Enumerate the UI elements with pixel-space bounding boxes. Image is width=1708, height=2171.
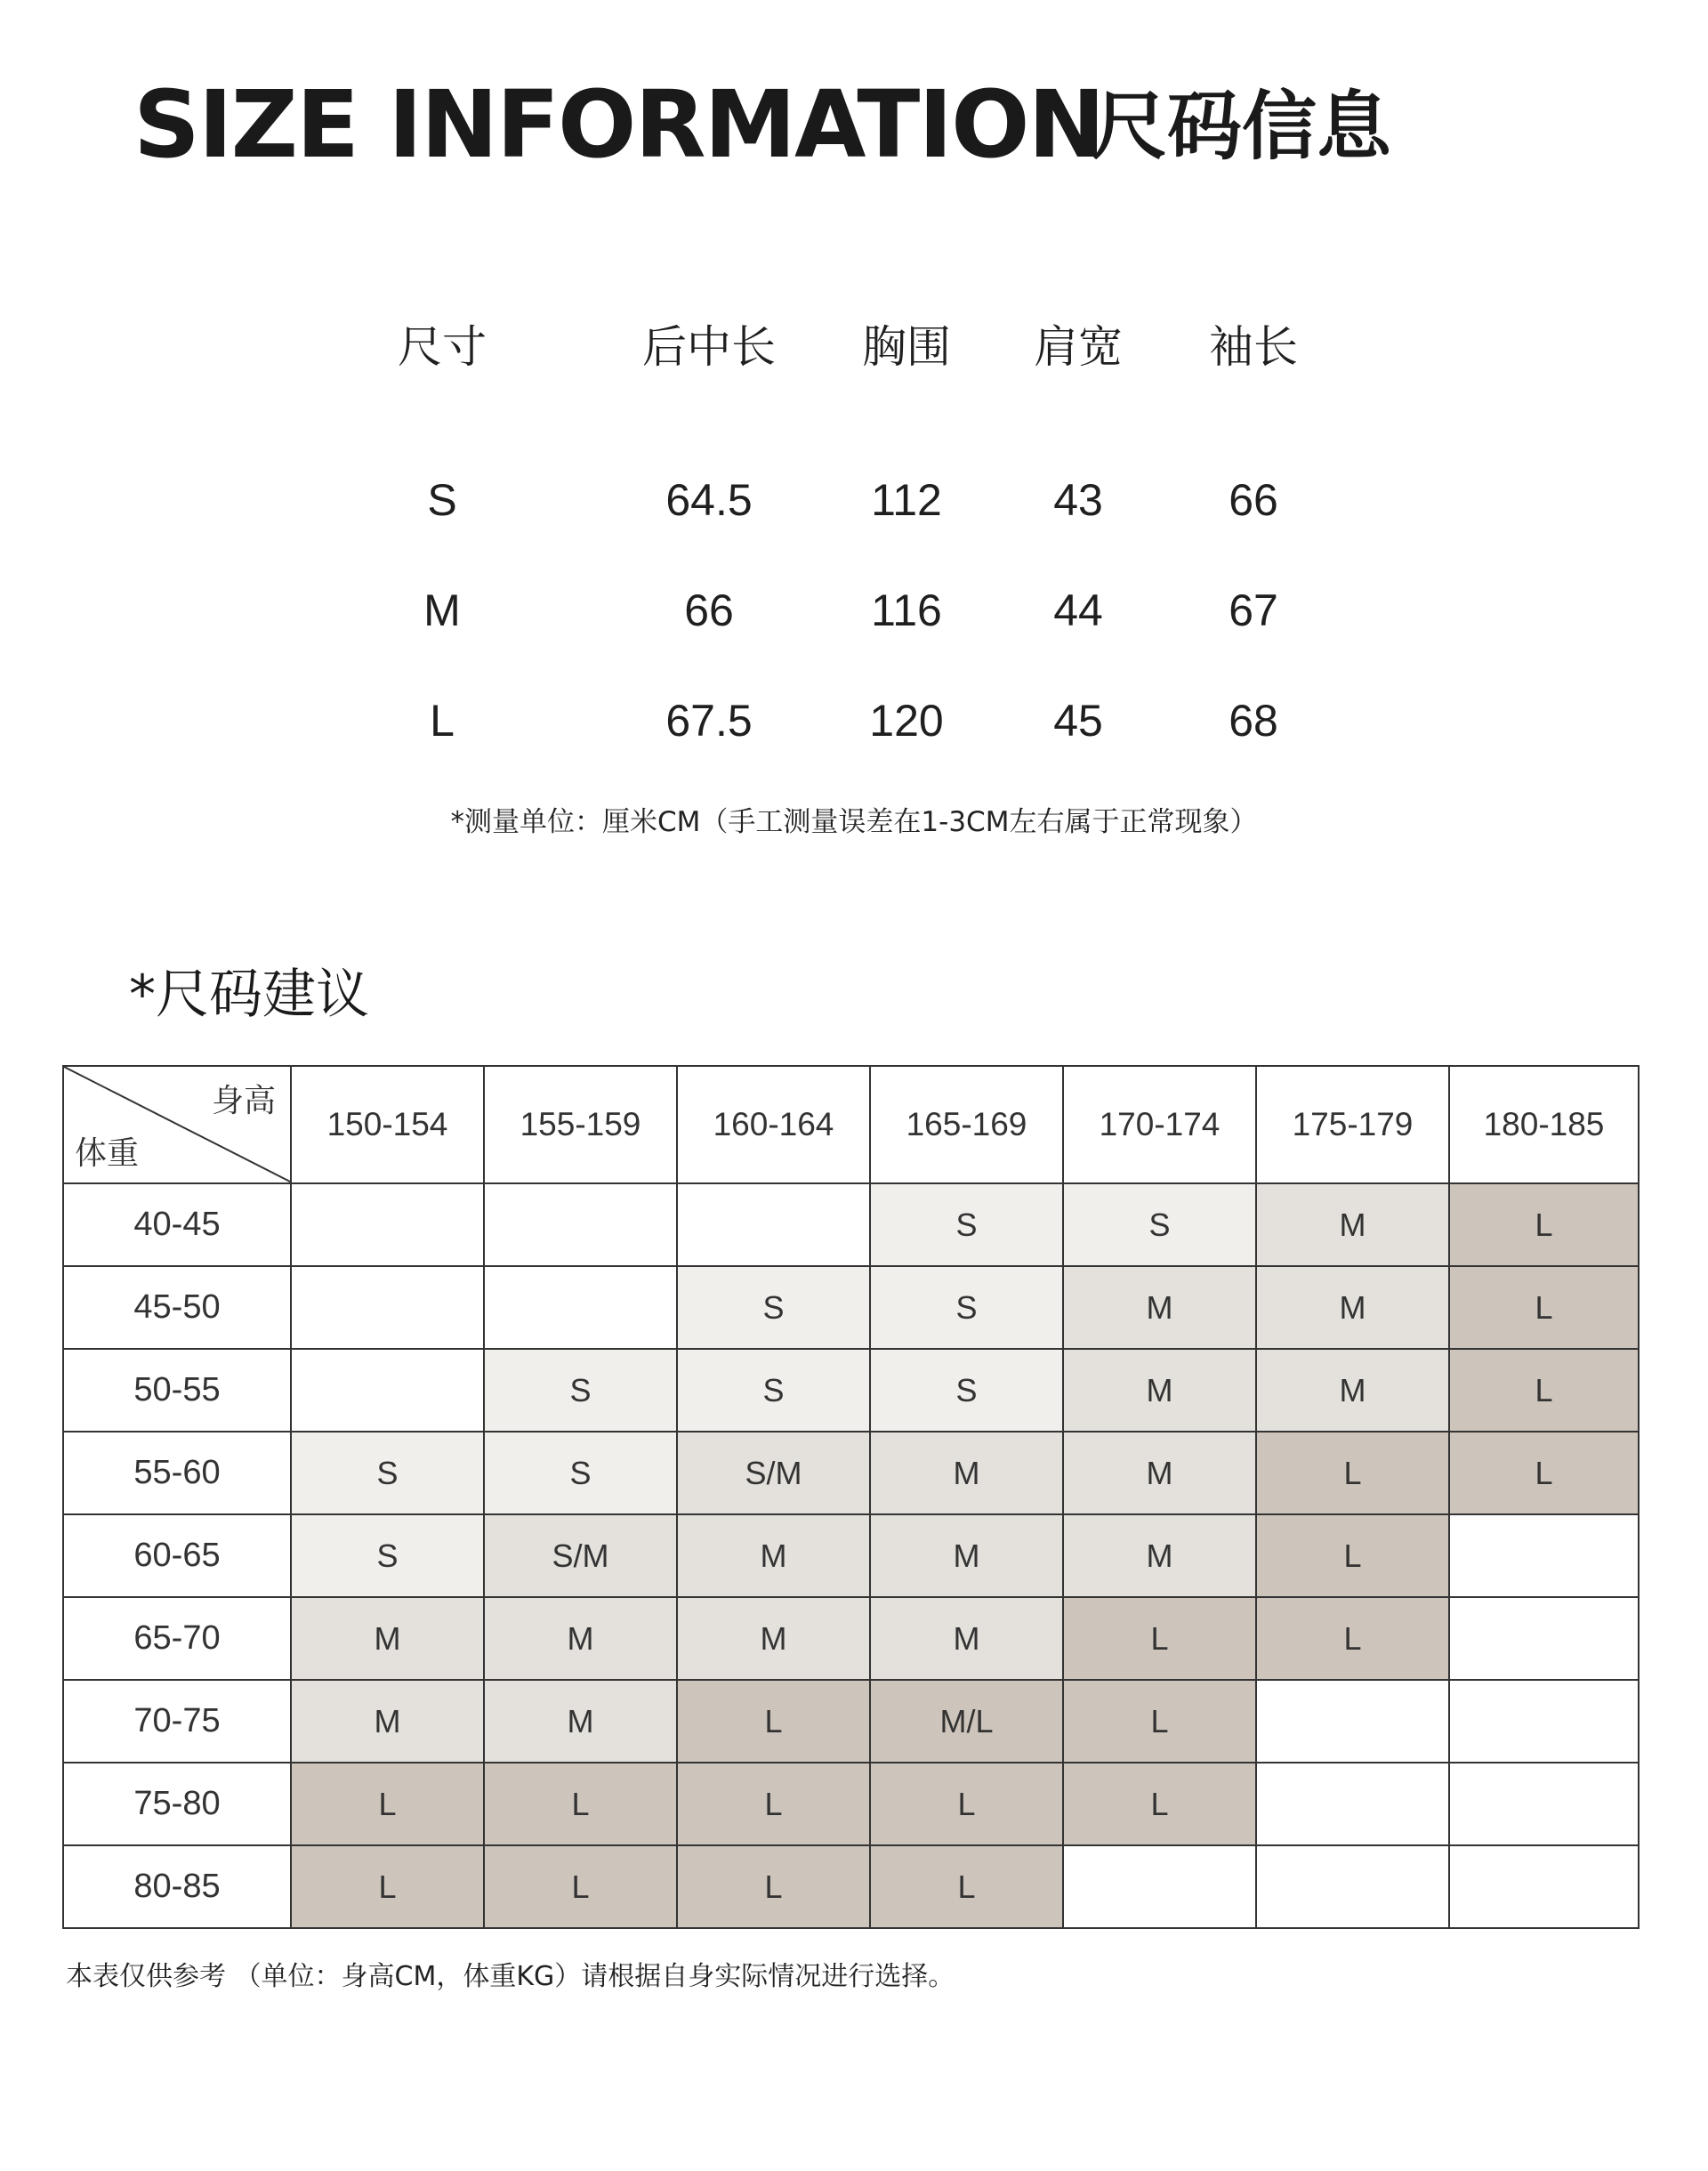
page-title-chinese: 尺码信息 <box>1092 83 1392 170</box>
height-range-header: 155-159 <box>484 1066 677 1183</box>
size-recommendation-cell: L <box>1063 1597 1256 1680</box>
page-title-english: SIZE INFORMATION <box>133 70 1104 179</box>
height-range-header: 180-185 <box>1449 1066 1639 1183</box>
weight-range-cell: 65-70 <box>63 1597 291 1680</box>
back-length-cell: 64.5 <box>665 475 753 525</box>
size-recommendation-cell: S <box>291 1432 484 1514</box>
empty-cell <box>1449 1597 1639 1680</box>
column-header-size: 尺寸 <box>398 322 487 372</box>
size-cell: S <box>427 475 457 525</box>
size-recommendation-cell: M <box>1256 1266 1449 1349</box>
chest-cell: 116 <box>871 585 942 635</box>
size-recommendation-cell: M <box>291 1680 484 1763</box>
table-row <box>63 1266 1639 1349</box>
empty-cell <box>1449 1680 1639 1763</box>
size-recommendation-cell: S <box>291 1514 484 1597</box>
weight-range-cell: 40-45 <box>63 1183 291 1266</box>
empty-cell <box>677 1183 870 1266</box>
size-recommendation-cell: L <box>677 1845 870 1928</box>
size-recommendation-cell: M <box>484 1597 677 1680</box>
size-recommendation-cell: S/M <box>677 1432 870 1514</box>
size-recommendation-cell: L <box>1449 1432 1639 1514</box>
recommendation-title: *尺码建议 <box>129 964 369 1026</box>
size-recommendation-cell: M <box>1063 1514 1256 1597</box>
empty-cell <box>1063 1845 1256 1928</box>
size-recommendation-cell: L <box>677 1763 870 1845</box>
weight-axis-label: 体重 <box>75 1134 140 1171</box>
weight-range-cell: 50-55 <box>63 1349 291 1432</box>
table-row <box>63 1432 1639 1514</box>
chest-cell: 120 <box>869 696 944 746</box>
empty-cell <box>1449 1763 1639 1845</box>
table-row <box>63 1349 1639 1432</box>
column-header-sleeve: 袖长 <box>1209 322 1298 372</box>
empty-cell <box>1256 1845 1449 1928</box>
weight-range-cell: 70-75 <box>63 1680 291 1763</box>
sleeve-cell: 66 <box>1229 475 1278 525</box>
size-recommendation-cell: S <box>484 1349 677 1432</box>
size-recommendation-cell: M <box>1256 1349 1449 1432</box>
shoulder-cell: 44 <box>1053 585 1103 635</box>
size-recommendation-cell: M <box>1063 1432 1256 1514</box>
empty-cell <box>291 1183 484 1266</box>
empty-cell <box>1449 1514 1639 1597</box>
size-recommendation-cell: S <box>870 1183 1063 1266</box>
table-row <box>63 1763 1639 1845</box>
size-recommendation-cell: L <box>1063 1763 1256 1845</box>
size-recommendation-cell: S <box>677 1266 870 1349</box>
table-row <box>63 1183 1639 1266</box>
corner-cell <box>63 1066 291 1183</box>
size-recommendation-cell: S <box>677 1349 870 1432</box>
sleeve-cell: 68 <box>1229 696 1278 746</box>
height-range-header: 175-179 <box>1256 1066 1449 1183</box>
size-recommendation-cell: L <box>1256 1597 1449 1680</box>
height-range-header: 170-174 <box>1063 1066 1256 1183</box>
size-recommendation-cell: S <box>484 1432 677 1514</box>
weight-range-cell: 80-85 <box>63 1845 291 1928</box>
sleeve-cell: 67 <box>1229 585 1278 635</box>
height-range-header: 150-154 <box>291 1066 484 1183</box>
size-recommendation-cell: L <box>1449 1266 1639 1349</box>
size-recommendation-cell: L <box>484 1845 677 1928</box>
size-recommendation-cell: M <box>870 1514 1063 1597</box>
height-range-header: 160-164 <box>677 1066 870 1183</box>
size-recommendation-cell: S <box>870 1266 1063 1349</box>
chest-cell: 112 <box>871 475 942 525</box>
shoulder-cell: 43 <box>1053 475 1103 525</box>
back-length-cell: 66 <box>684 585 734 635</box>
size-recommendation-cell: S <box>870 1349 1063 1432</box>
size-recommendation-cell: M <box>484 1680 677 1763</box>
size-recommendation-cell: L <box>677 1680 870 1763</box>
size-recommendation-cell: M <box>870 1597 1063 1680</box>
size-cell: M <box>423 585 461 635</box>
column-header-back-length: 后中长 <box>642 322 776 372</box>
size-recommendation-cell: L <box>1449 1183 1639 1266</box>
size-recommendation-cell: L <box>870 1845 1063 1928</box>
empty-cell <box>291 1349 484 1432</box>
empty-cell <box>484 1183 677 1266</box>
size-recommendation-cell: M <box>1063 1349 1256 1432</box>
size-recommendation-cell: M <box>291 1597 484 1680</box>
header-row <box>63 1066 1639 1183</box>
weight-range-cell: 75-80 <box>63 1763 291 1845</box>
column-header-shoulder: 肩宽 <box>1034 322 1123 372</box>
back-length-cell: 67.5 <box>665 696 753 746</box>
weight-range-cell: 45-50 <box>63 1266 291 1349</box>
size-recommendation-cell: L <box>291 1763 484 1845</box>
size-recommendation-cell: L <box>484 1763 677 1845</box>
size-recommendation-cell: M <box>1063 1266 1256 1349</box>
height-range-header: 165-169 <box>870 1066 1063 1183</box>
column-header-chest: 胸围 <box>862 322 951 372</box>
measurement-note: *测量单位：厘米CM（手工测量误差在1-3CM左右属于正常现象） <box>450 806 1258 838</box>
table-row <box>63 1514 1639 1597</box>
size-recommendation-cell: M/L <box>870 1680 1063 1763</box>
size-recommendation-cell: L <box>1449 1349 1639 1432</box>
size-recommendation-cell: S/M <box>484 1514 677 1597</box>
empty-cell <box>1256 1763 1449 1845</box>
size-cell: L <box>430 696 455 746</box>
weight-range-cell: 55-60 <box>63 1432 291 1514</box>
size-recommendation-cell: M <box>677 1597 870 1680</box>
size-recommendation-cell: M <box>870 1432 1063 1514</box>
table-row <box>63 1597 1639 1680</box>
empty-cell <box>1449 1845 1639 1928</box>
recommendation-body <box>63 1183 1639 1928</box>
size-recommendation-cell: M <box>677 1514 870 1597</box>
table-row <box>63 1845 1639 1928</box>
size-recommendation-cell: L <box>870 1763 1063 1845</box>
weight-range-cell: 60-65 <box>63 1514 291 1597</box>
shoulder-cell: 45 <box>1053 696 1103 746</box>
empty-cell <box>484 1266 677 1349</box>
size-recommendation-cell: L <box>1256 1432 1449 1514</box>
height-axis-label: 身高 <box>211 1082 276 1118</box>
size-recommendation-cell: L <box>1063 1680 1256 1763</box>
size-recommendation-cell: M <box>1256 1183 1449 1266</box>
table-row <box>63 1680 1639 1763</box>
size-recommendation-cell: S <box>1063 1183 1256 1266</box>
size-recommendation-cell: L <box>291 1845 484 1928</box>
reference-note: 本表仅供参考 （单位：身高CM，体重KG）请根据自身实际情况进行选择。 <box>66 1961 955 1992</box>
size-recommendation-table <box>62 1065 1640 1929</box>
empty-cell <box>291 1266 484 1349</box>
size-measurement-table <box>0 0 1708 854</box>
size-recommendation-cell: L <box>1256 1514 1449 1597</box>
empty-cell <box>1256 1680 1449 1763</box>
